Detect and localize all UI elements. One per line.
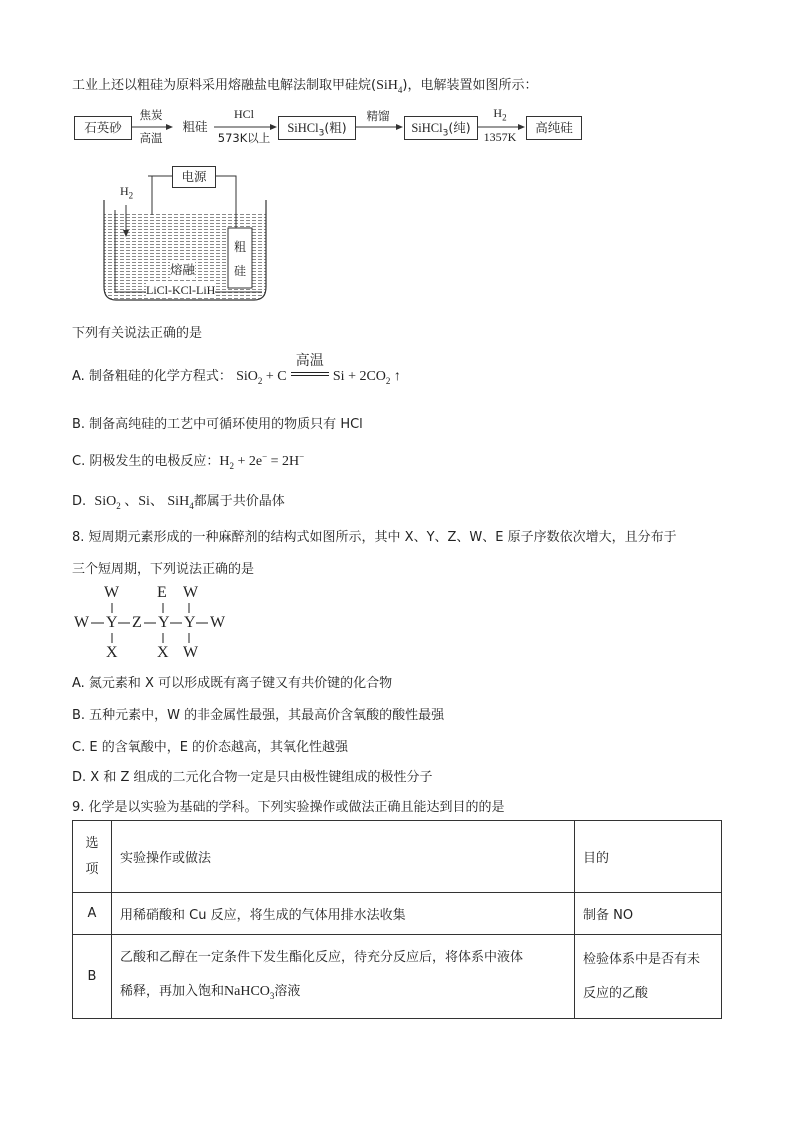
flow-box3-formula: SiHCl <box>287 121 319 135</box>
q9-row-b-op-suffix: 溶液 <box>274 983 301 999</box>
struct-top-w1: W <box>104 584 120 601</box>
q7-option-d-formulas: SiO$_2$ 、Si、 SiH$_4$ <box>94 494 194 511</box>
q9-row-b-purpose-line2: 反应的乙酸 <box>583 985 649 1001</box>
struct-main-w: W <box>74 614 90 631</box>
q8-option-c: C. E 的含氧酸中，E 的价态越高，其氧化性越强 <box>72 740 349 755</box>
arrow2-bottom: 573K以上 <box>217 131 271 145</box>
struct-main-z: Z <box>132 614 142 631</box>
q9-row-b-purpose-line1: 检验体系中是否有未 <box>583 951 701 967</box>
struct-bottom-x1: X <box>106 644 118 661</box>
struct-bottom-x2: X <box>157 644 169 661</box>
q9-header-purpose: 目的 <box>575 821 722 893</box>
intro-suffix: )，电解装置如图所示： <box>402 78 538 93</box>
arrow1-bottom: 高温 <box>139 131 163 145</box>
struct-bottom-w: W <box>183 644 199 661</box>
q8-stem-line2: 三个短周期，下列说法正确的是 <box>72 562 255 577</box>
struct-main-y3: Y <box>184 614 196 631</box>
struct-top-w2: W <box>183 584 199 601</box>
arrow2-top: HCl <box>233 107 254 121</box>
flow-box4-suffix: (纯) <box>448 120 471 135</box>
salt-label: LiCl-KCl-LiH <box>146 283 216 297</box>
struct-top-e: E <box>157 584 167 601</box>
q9-header-row <box>73 821 722 893</box>
q9-header-operation: 实验操作或做法 <box>112 821 575 893</box>
q7-stem: 下列有关说法正确的是 <box>72 326 203 341</box>
intro-prefix: 工业上还以粗硅为原料采用熔融盐电解法制取甲硅烷( <box>72 78 377 93</box>
q9-row-a-option: A <box>73 893 112 935</box>
q9-row-a <box>73 893 722 935</box>
melt-label: 熔融 <box>170 262 196 277</box>
arrow3-top: 精馏 <box>366 109 390 123</box>
q9-row-a-purpose: 制备 NO <box>575 893 722 935</box>
flow-box3-suffix: (粗) <box>324 120 347 135</box>
struct-main-w2: W <box>210 614 226 631</box>
struct-main-y2: Y <box>158 614 170 631</box>
electrode-char-2: 硅 <box>233 264 246 278</box>
arrow4-top-sub: 2 <box>502 112 507 123</box>
q9-row-b <box>73 935 722 1019</box>
q9-row-b-option: B <box>73 935 112 1019</box>
q7-option-c-label: C. 阴极发生的电极反应： <box>72 454 220 469</box>
q8-option-b: B. 五种元素中，W 的非金属性最强，其最高价含氧酸的酸性最强 <box>72 708 445 723</box>
q9-row-b-nahco3: NaHCO$_3$ <box>224 983 275 1001</box>
h2-label-main: H <box>120 184 129 198</box>
q7-option-d-suffix: 都属于共价晶体 <box>193 494 285 509</box>
q7-option-b: B. 制备高纯硅的工艺中可循环使用的物质只有 HCl <box>72 417 363 432</box>
flow-box4-formula: SiHCl <box>411 121 443 135</box>
q9-row-b-operation-line2 <box>120 975 566 1013</box>
q7-option-a-label: A. 制备粗硅的化学方程式： <box>72 369 232 384</box>
power-source: 电源 <box>172 166 216 188</box>
flow-box4-sub: 3 <box>442 128 449 139</box>
q9-row-b-op-prefix: 稀释，再加入饱和 <box>120 983 225 999</box>
flow-box-quartz: 石英砂 <box>74 116 132 140</box>
q7-option-d-letter: D. <box>72 494 95 509</box>
struct-main-y1: Y <box>106 614 118 631</box>
q9-row-b-purpose <box>575 935 722 1019</box>
arrow4-bottom: 1357K <box>483 130 517 144</box>
q7-option-c-eq: $H_2 + 2e^- = 2H^-$ <box>219 451 305 471</box>
q9-row-b-operation-line1: 乙酸和乙醇在一定条件下发生酯化反应，待充分反应后，将体系中液体 <box>120 949 524 965</box>
q7-option-a-cond-text: 高温 <box>295 353 324 369</box>
q9-stem: 9. 化学是以实验为基础的学科。下列实验操作或做法正确且能达到目的的是 <box>72 800 505 815</box>
q9-header-option <box>73 821 112 893</box>
intro-formula-main: SiH <box>376 78 398 93</box>
q8-option-a: A. 氮元素和 X 可以形成既有离子键又有共价键的化合物 <box>72 676 393 691</box>
q8-option-d: D. X 和 Z 组成的二元化合物一定是只由极性键组成的极性分子 <box>72 770 433 785</box>
q9-row-b-operation <box>112 935 575 1019</box>
intro-formula-sub: 4 <box>397 84 403 95</box>
q7-option-a-eq-right: $Si + 2CO_2$ ↑ <box>332 369 401 386</box>
flow-box3-sub: 3 <box>318 128 325 139</box>
q9-table <box>72 820 722 1019</box>
q7-option-a-eq: SiO$_2$ + C <box>236 369 287 386</box>
h2-label-sub: 2 <box>128 190 134 201</box>
electrode-char-1: 粗 <box>233 240 246 254</box>
arrow4-top-main: H <box>493 106 503 120</box>
q8-stem-line1: 8. 短周期元素形成的一种麻醉剂的结构式如图所示，其中 X、Y、Z、W、E 原子序数依次增大，且分布于 <box>72 530 677 545</box>
flow-box-pure-si: 高纯硅 <box>526 116 582 140</box>
arrow1-top: 焦炭 <box>139 108 163 122</box>
q9-row-a-operation: 用稀硝酸和 Cu 反应，将生成的气体用排水法收集 <box>112 893 575 935</box>
flow-box-crude-si: 粗硅 <box>176 116 214 138</box>
q9-header-option-text: 选项 <box>85 835 99 877</box>
